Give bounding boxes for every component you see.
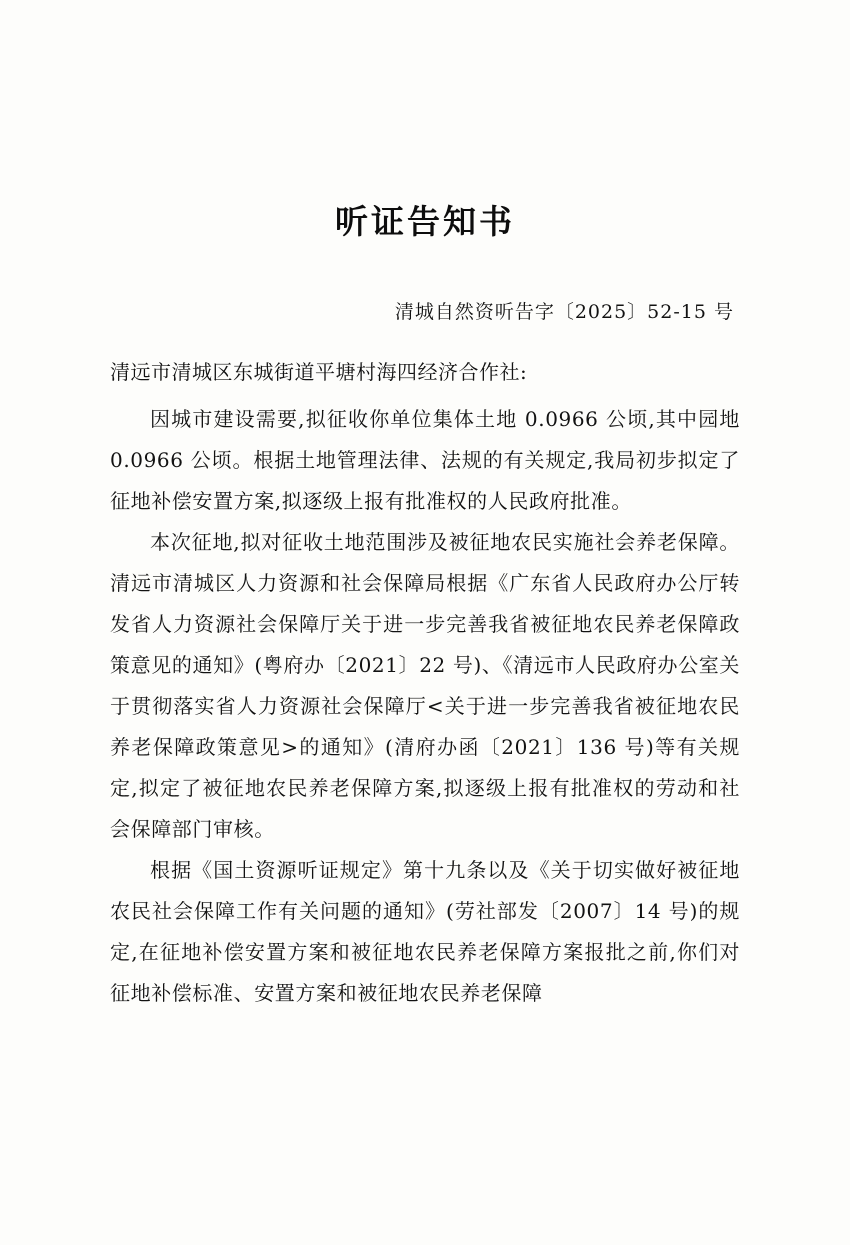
addressee-line: 清远市清城区东城街道平塘村海四经济合作社:: [110, 360, 528, 384]
body-paragraph: 本次征地,拟对征收土地范围涉及被征地农民实施社会养老保障。清远市清城区人力资源和社会保障局根据《广东省人民政府办公厅转发省人力资源社会保障厅关于进一步完善我省被征地农民养老保障政策意见的通知》(粤府办〔2021〕22 号)、《清远市人民政府办公室关于贯彻落实省人力资源社会保障厅<关于进一步完善我省被征地农民养老保障政策意见>的通知》(清府办函〔2021〕136 号)等有关规定,拟定了被征地农民养老保障方案,拟逐级上报有批准权的劳动和社会保障部门审核。: [110, 530, 740, 841]
body-paragraph: 根据《国土资源听证规定》第十九条以及《关于切实做好被征地农民社会保障工作有关问题的通知》(劳社部发〔2007〕14 号)的规定,在征地补偿安置方案和被征地农民养老保障方案报批之前,你们对征地补偿标准、安置方案和被征地农民养老保障: [110, 858, 740, 1005]
page-title: 听证告知书: [335, 202, 515, 241]
document-body: [110, 399, 740, 1014]
document-number: 清城自然资听告字〔2025〕52-15 号: [394, 301, 734, 323]
body-paragraph: 因城市建设需要,拟征收你单位集体土地 0.0966 公顷,其中园地 0.0966 公顷。根据土地管理法律、法规的有关规定,我局初步拟定了征地补偿安置方案,拟逐级上报有批准权的人民政府批准。: [110, 407, 740, 513]
